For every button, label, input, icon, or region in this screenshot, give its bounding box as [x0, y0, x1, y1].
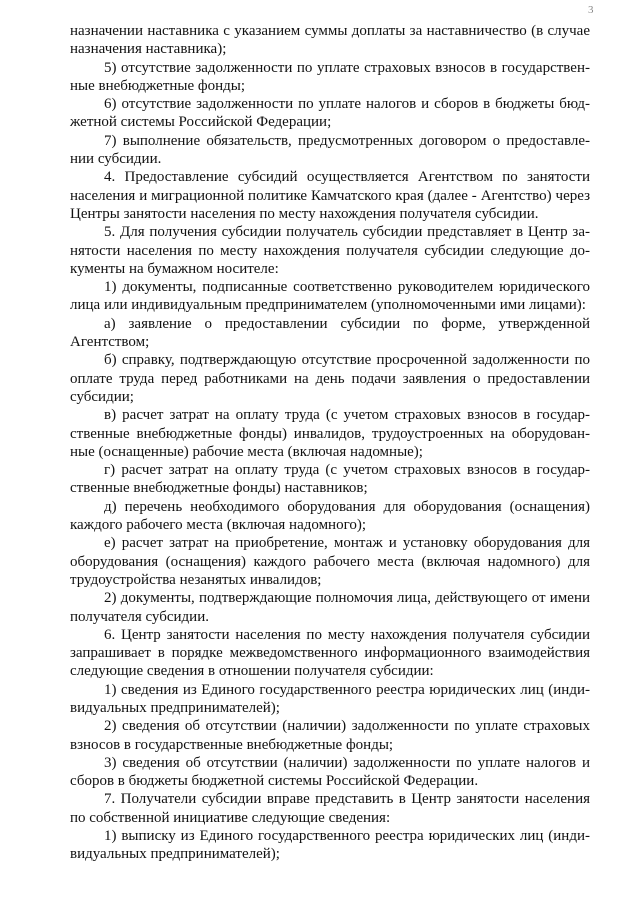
paragraph: а) заявление о предоставлении субсидии по форме, утвержденной Агентством;: [70, 315, 590, 351]
paragraph: назначении наставника с указанием суммы доплаты за наставничество (в случае назначения наставника);: [70, 23, 590, 58]
paragraph: 3) сведения об отсутствии (наличии) задолженности по уплате налогов и сборов в бюджеты бюджетной системы Российской Федерации.: [70, 754, 590, 790]
paragraph: 7) выполнение обязательств, предусмотренных договором о предоставлении субсидии.: [70, 132, 590, 168]
paragraph: 1) документы, подписанные соответственно руководителем юридического лица или индивидуальным предпринимателем (уполномоченными ими лицами):: [70, 279, 590, 314]
paragraph: 5) отсутствие задолженности по уплате страховых взносов в государственные внебюджетные фонды;: [70, 59, 590, 94]
paragraph: 2) сведения об отсутствии (наличии) задолженности по уплате страховых взносов в государственные внебюджетные фонды;: [70, 718, 590, 753]
paragraph: 2) документы, подтверждающие полномочия лица, действующего от имени получателя субсидии.: [70, 590, 590, 625]
paragraph: г) расчет затрат на оплату труда (с учетом страховых взносов в государственные внебюджетные фонды) наставников;: [70, 462, 590, 497]
paragraph: 7. Получатели субсидии вправе представить в Центр занятости населения по собственной инициативе следующие сведения:: [70, 791, 590, 826]
paragraph: 1) выписку из Единого государственного реестра юридических лиц (индивидуальных предпринимателей);: [70, 828, 590, 863]
paragraph: б) справку, подтверждающую отсутствие просроченной задолженности по оплате труда перед работниками на день подачи заявления о предоставлении субсидии;: [70, 352, 590, 405]
document-body: [70, 22, 590, 864]
paragraph: в) расчет затрат на оплату труда (с учетом страховых взносов в государственные внебюджетные фонды) инвалидов, трудоустроенных на оборудованные (оснащенные) рабочие места (включая надомные);: [70, 407, 590, 460]
paragraph: 5. Для получения субсидии получатель субсидии представляет в Центр занятости населения по месту нахождения получателя субсидии следующие документы на бумажном носителе:: [70, 224, 590, 277]
paragraph: 6. Центр занятости населения по месту нахождения получателя субсидии запрашивает в порядке межведомственного информационного взаимодействия следующие сведения в отношении получателя субсидии:: [70, 626, 590, 680]
paragraph: д) перечень необходимого оборудования для оборудования (оснащения) каждого рабочего места (включая надомного);: [70, 498, 590, 534]
page-number: 3: [588, 4, 594, 16]
paragraph: 1) сведения из Единого государственного реестра юридических лиц (индивидуальных предпринимателей);: [70, 681, 590, 716]
paragraph: е) расчет затрат на приобретение, монтаж и установку оборудования для оборудования (оснащения) каждого рабочего места (включая надомного) для трудоустройства незанятых инвалидов;: [70, 535, 590, 588]
paragraph: 6) отсутствие задолженности по уплате налогов и сборов в бюджеты бюджетной системы Российской Федерации;: [70, 96, 590, 131]
paragraph: 4. Предоставление субсидий осуществляется Агентством по занятости населения и миграционной политике Камчатского края (далее - Агентство) через Центры занятости населения по месту нахождения получателя субсидии.: [70, 169, 590, 222]
